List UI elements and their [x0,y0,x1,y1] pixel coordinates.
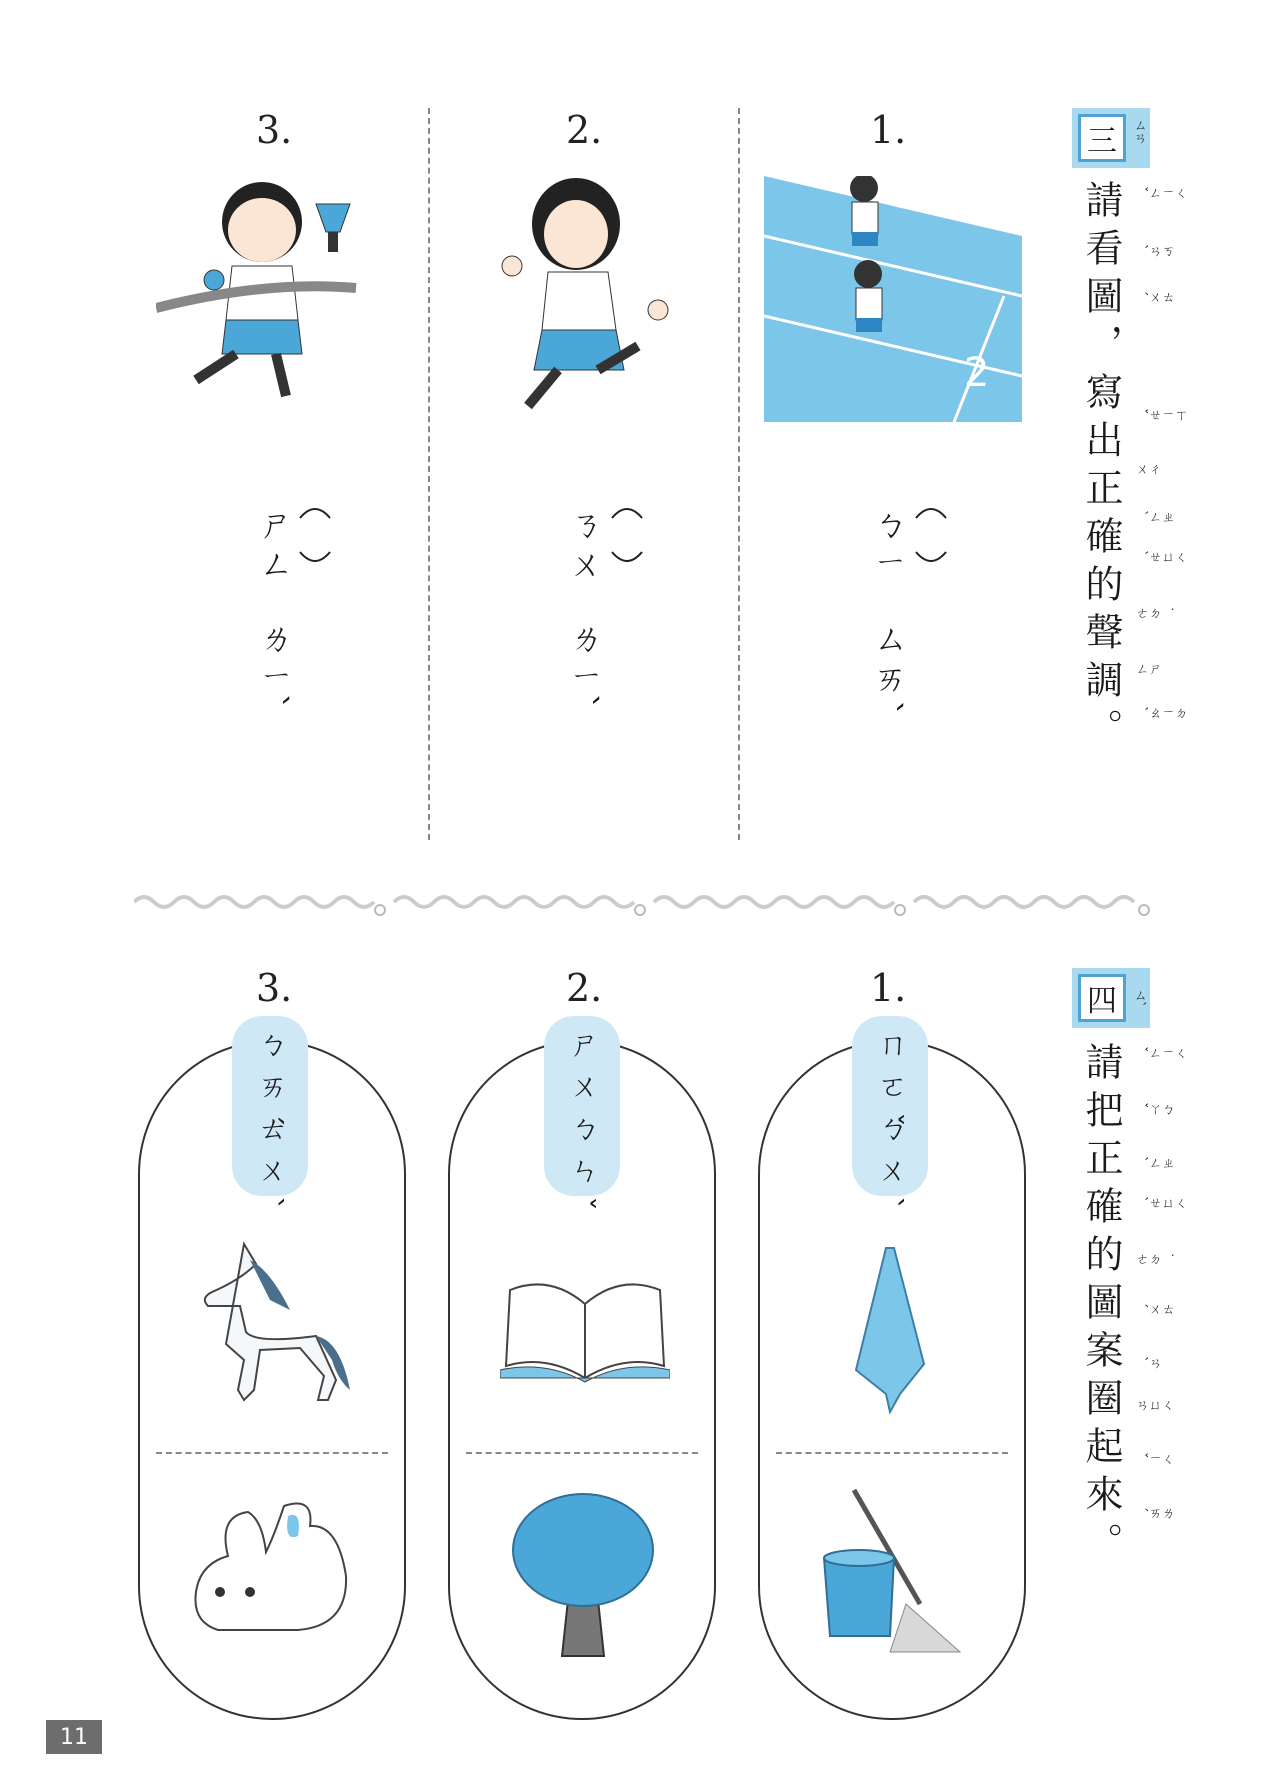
option-divider [466,1452,698,1454]
tag-bopo-2: ㄊㄨˋ [252,1112,287,1223]
winning-boy-icon [156,170,376,420]
section3-badge-ruby: ㄙㄢ [1131,118,1146,144]
item-bopo-2: ㄌㄧˋ [253,620,293,717]
running-girl-icon [488,170,680,420]
option-divider [776,1452,1008,1454]
answer-paren [914,500,948,570]
tag-bopo-2: ㄅㄣˇ [564,1112,599,1223]
item-number: 2. [566,108,603,152]
item-number: 3. [256,108,293,152]
section3-instruction: 請看圖，寫出正確的聲調。 [1079,180,1123,756]
svg-text:2: 2 [964,350,990,396]
column-divider [738,108,740,840]
section3-badge: 三 [1078,114,1126,162]
page-number: 11 [46,1720,102,1754]
column-divider [428,108,430,840]
item-number: 1. [870,966,907,1010]
tag-bopo-1: ㄅㄞˊ [252,1028,287,1139]
answer-paren [298,500,332,570]
section4-badge-ruby: ㄙˋ [1131,988,1146,1008]
answer-paren [610,500,644,570]
towel-icon[interactable] [850,1244,930,1414]
section-divider [134,888,1154,924]
section4-instruction: 請把正確的圖案圈起來。 [1079,1042,1123,1570]
item-bopo-2: ㄙㄞˋ [867,620,907,723]
mop-bucket-icon[interactable] [820,1484,970,1654]
running-race-icon [764,176,1022,422]
section4-badge: 四 [1078,974,1126,1022]
item-number: 2. [566,966,603,1010]
tag-bopo-1: ㄇㄛˇ [872,1028,907,1139]
horse-icon[interactable] [200,1240,354,1408]
item-number: 1. [870,108,907,152]
rabbit-icon[interactable] [188,1496,354,1642]
item-bopo-2: ㄌㄧˋ [563,620,603,717]
tag-bopo-1: ㄕㄨ [564,1028,599,1112]
item-bopo-1: ㄋㄨ [563,506,603,586]
item-number: 3. [256,966,293,1010]
tree-icon[interactable] [508,1490,658,1660]
item-bopo-1: ㄅㄧ [867,506,907,580]
option-divider [156,1452,388,1454]
book-icon[interactable] [500,1274,670,1384]
tag-bopo-2: ㄅㄨˋ [872,1112,907,1223]
item-bopo-1: ㄕㄥ [253,506,293,586]
